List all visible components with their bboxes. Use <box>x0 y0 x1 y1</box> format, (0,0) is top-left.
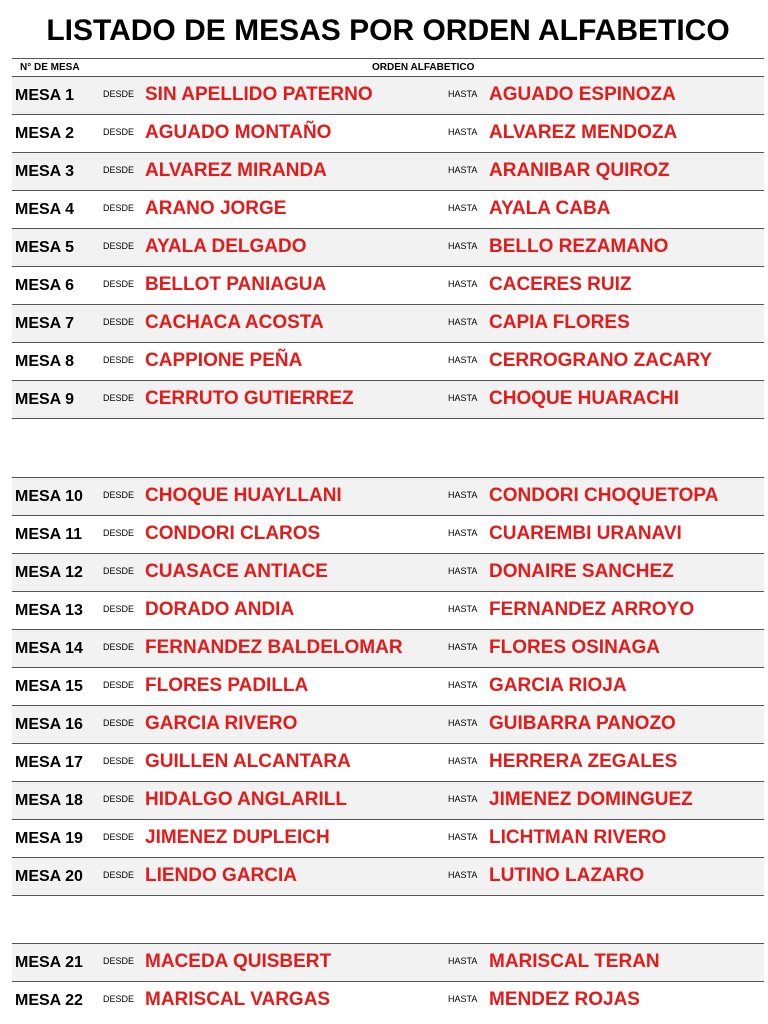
desde-label: DESDE <box>103 956 135 966</box>
range-to: FLORES OSINAGA <box>489 637 661 658</box>
table-row <box>12 342 764 380</box>
range-from: CHOQUE HUAYLLANI <box>145 485 342 506</box>
range-from: CUASACE ANTIACE <box>145 561 328 582</box>
range-to: AYALA CABA <box>489 198 611 219</box>
table-row <box>12 819 764 857</box>
mesa-number: MESA 10 <box>15 488 83 505</box>
mesa-number: MESA 20 <box>15 868 83 885</box>
table-row <box>12 667 764 705</box>
mesa-group-2 <box>12 477 764 896</box>
mesa-number: MESA 5 <box>15 239 74 256</box>
header-orden: ORDEN ALFABETICO <box>372 62 475 73</box>
desde-label: DESDE <box>103 127 135 137</box>
range-to: ARANIBAR QUIROZ <box>489 160 670 181</box>
desde-label: DESDE <box>103 490 135 500</box>
table-row <box>12 515 764 553</box>
mesa-group-1 <box>12 76 764 419</box>
desde-label: DESDE <box>103 355 135 365</box>
table-row <box>12 380 764 419</box>
mesa-number: MESA 2 <box>15 125 74 142</box>
desde-label: DESDE <box>103 870 135 880</box>
hasta-label: HASTA <box>448 794 478 804</box>
mesa-number: MESA 22 <box>15 992 83 1009</box>
range-from: BELLOT PANIAGUA <box>145 274 327 295</box>
desde-label: DESDE <box>103 832 135 842</box>
mesa-number: MESA 12 <box>15 564 83 581</box>
hasta-label: HASTA <box>448 127 478 137</box>
range-to: ALVAREZ MENDOZA <box>489 122 678 143</box>
table-row <box>12 190 764 228</box>
range-to: CONDORI CHOQUETOPA <box>489 485 719 506</box>
range-from: GARCIA RIVERO <box>145 713 298 734</box>
mesa-number: MESA 13 <box>15 602 83 619</box>
range-from: ARANO JORGE <box>145 198 287 219</box>
range-from: LIENDO GARCIA <box>145 865 297 886</box>
hasta-label: HASTA <box>448 756 478 766</box>
range-to: GARCIA RIOJA <box>489 675 627 696</box>
mesa-number: MESA 3 <box>15 163 74 180</box>
desde-label: DESDE <box>103 604 135 614</box>
range-to: MARISCAL TERAN <box>489 951 660 972</box>
range-to: LUTINO LAZARO <box>489 865 645 886</box>
mesa-number: MESA 19 <box>15 830 83 847</box>
mesa-number: MESA 8 <box>15 353 74 370</box>
desde-label: DESDE <box>103 317 135 327</box>
range-from: JIMENEZ DUPLEICH <box>145 827 330 848</box>
range-to: DONAIRE SANCHEZ <box>489 561 674 582</box>
range-from: CACHACA ACOSTA <box>145 312 324 333</box>
mesa-number: MESA 15 <box>15 678 83 695</box>
range-from: CONDORI CLAROS <box>145 523 321 544</box>
mesa-number: MESA 11 <box>15 526 82 543</box>
hasta-label: HASTA <box>448 203 478 213</box>
hasta-label: HASTA <box>448 994 478 1004</box>
mesa-number: MESA 1 <box>15 87 74 104</box>
range-from: FLORES PADILLA <box>145 675 309 696</box>
hasta-label: HASTA <box>448 241 478 251</box>
range-to: AGUADO ESPINOZA <box>489 84 676 105</box>
table-row <box>12 629 764 667</box>
hasta-label: HASTA <box>448 680 478 690</box>
range-from: MACEDA QUISBERT <box>145 951 332 972</box>
hasta-label: HASTA <box>448 165 478 175</box>
mesa-number: MESA 14 <box>15 640 83 657</box>
range-to: CAPIA FLORES <box>489 312 630 333</box>
table-row <box>12 304 764 342</box>
desde-label: DESDE <box>103 165 135 175</box>
range-to: CERROGRANO ZACARY <box>489 350 713 371</box>
table-row <box>12 152 764 190</box>
desde-label: DESDE <box>103 566 135 576</box>
range-from: CERRUTO GUTIERREZ <box>145 388 354 409</box>
mesa-group-3 <box>12 943 764 1019</box>
hasta-label: HASTA <box>448 279 478 289</box>
desde-label: DESDE <box>103 279 135 289</box>
table-row <box>12 114 764 152</box>
desde-label: DESDE <box>103 393 135 403</box>
page-title: LISTADO DE MESAS POR ORDEN ALFABETICO <box>46 14 730 47</box>
mesa-number: MESA 6 <box>15 277 74 294</box>
table-row <box>12 705 764 743</box>
hasta-label: HASTA <box>448 317 478 327</box>
desde-label: DESDE <box>103 89 135 99</box>
mesa-number: MESA 16 <box>15 716 83 733</box>
mesa-number: MESA 17 <box>15 754 83 771</box>
range-from: MARISCAL VARGAS <box>145 989 331 1010</box>
hasta-label: HASTA <box>448 604 478 614</box>
table-row <box>12 266 764 304</box>
hasta-label: HASTA <box>448 832 478 842</box>
desde-label: DESDE <box>103 528 135 538</box>
range-to: LICHTMAN RIVERO <box>489 827 667 848</box>
mesa-number: MESA 21 <box>15 954 83 971</box>
hasta-label: HASTA <box>448 870 478 880</box>
table-row <box>12 553 764 591</box>
desde-label: DESDE <box>103 994 135 1004</box>
range-from: AGUADO MONTAÑO <box>145 122 332 143</box>
hasta-label: HASTA <box>448 490 478 500</box>
range-from: ALVAREZ MIRANDA <box>145 160 327 181</box>
mesa-number: MESA 9 <box>15 391 74 408</box>
table-row <box>12 477 764 515</box>
range-from: GUILLEN ALCANTARA <box>145 751 351 772</box>
desde-label: DESDE <box>103 642 135 652</box>
desde-label: DESDE <box>103 756 135 766</box>
range-to: CACERES RUIZ <box>489 274 632 295</box>
table-row <box>12 743 764 781</box>
desde-label: DESDE <box>103 794 135 804</box>
hasta-label: HASTA <box>448 355 478 365</box>
table-row <box>12 76 764 114</box>
range-from: SIN APELLIDO PATERNO <box>145 84 373 105</box>
table-row <box>12 228 764 266</box>
range-to: HERRERA ZEGALES <box>489 751 678 772</box>
hasta-label: HASTA <box>448 956 478 966</box>
range-to: FERNANDEZ ARROYO <box>489 599 695 620</box>
range-to: JIMENEZ DOMINGUEZ <box>489 789 693 810</box>
hasta-label: HASTA <box>448 718 478 728</box>
desde-label: DESDE <box>103 203 135 213</box>
range-to: CUAREMBI URANAVI <box>489 523 682 544</box>
range-to: GUIBARRA PANOZO <box>489 713 676 734</box>
header-mesa: N° DE MESA <box>20 62 80 73</box>
table-row <box>12 591 764 629</box>
hasta-label: HASTA <box>448 89 478 99</box>
range-to: BELLO REZAMANO <box>489 236 669 257</box>
desde-label: DESDE <box>103 718 135 728</box>
range-from: CAPPIONE PEÑA <box>145 350 303 371</box>
desde-label: DESDE <box>103 241 135 251</box>
hasta-label: HASTA <box>448 566 478 576</box>
hasta-label: HASTA <box>448 528 478 538</box>
mesa-number: MESA 4 <box>15 201 74 218</box>
range-from: HIDALGO ANGLARILL <box>145 789 347 810</box>
range-to: MENDEZ ROJAS <box>489 989 640 1010</box>
range-from: DORADO ANDIA <box>145 599 295 620</box>
table-row <box>12 781 764 819</box>
mesa-number: MESA 7 <box>15 315 74 332</box>
table-row <box>12 943 764 981</box>
range-from: FERNANDEZ BALDELOMAR <box>145 637 403 658</box>
desde-label: DESDE <box>103 680 135 690</box>
hasta-label: HASTA <box>448 642 478 652</box>
mesa-number: MESA 18 <box>15 792 83 809</box>
table-row <box>12 981 764 1019</box>
table-header <box>12 58 764 77</box>
table-row <box>12 857 764 896</box>
range-to: CHOQUE HUARACHI <box>489 388 679 409</box>
hasta-label: HASTA <box>448 393 478 403</box>
range-from: AYALA DELGADO <box>145 236 307 257</box>
